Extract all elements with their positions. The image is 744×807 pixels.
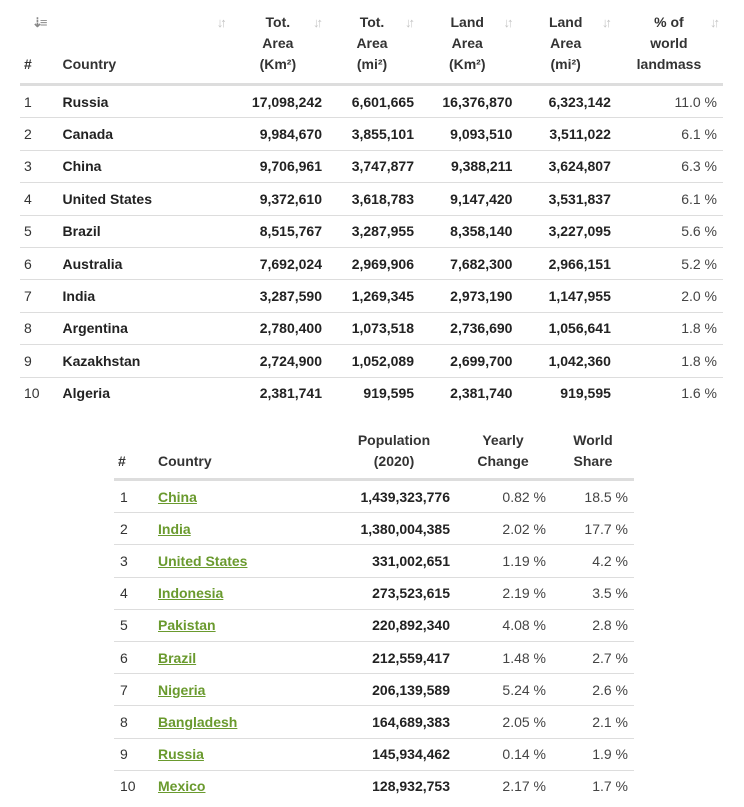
country-link[interactable]: Brazil <box>154 641 334 673</box>
population-cell: 220,892,340 <box>334 609 454 641</box>
land-area-km-cell: 9,388,211 <box>418 150 516 182</box>
country-link[interactable]: China <box>154 480 334 513</box>
table-row <box>20 377 723 409</box>
land-area-mi-cell: 919,595 <box>560 385 611 402</box>
pop-rank-cell: 4 <box>114 577 154 609</box>
yearly-change-cell: 0.14 % <box>454 738 552 770</box>
population-cell: 1,439,323,776 <box>334 480 454 513</box>
world-share-cell: 18.5 % <box>552 480 634 513</box>
country-cell: Argentina <box>59 312 230 344</box>
land-area-mi-cell: 2,966,151 <box>516 247 614 279</box>
table-row <box>114 480 634 513</box>
rank-cell: 9 <box>20 345 59 377</box>
sort-arrows-icon[interactable]: ↓↑ <box>710 15 717 30</box>
country-link[interactable]: Bangladesh <box>154 706 334 738</box>
pop-rank-header: # <box>114 430 154 480</box>
total-area-mi-cell: 1,052,089 <box>326 345 418 377</box>
yearly-change-cell: 0.82 % <box>454 480 552 513</box>
land-area-km-cell: 8,358,140 <box>418 215 516 247</box>
table-row <box>114 641 634 673</box>
pop-rank-cell: 9 <box>114 738 154 770</box>
area-header-row <box>20 8 723 85</box>
yearly-change-cell: 4.08 % <box>454 609 552 641</box>
total-area-mi-cell: 1,269,345 <box>326 280 418 312</box>
total-area-mi-cell: 2,969,906 <box>326 247 418 279</box>
world-share-cell: 1.7 % <box>592 778 628 795</box>
sort-arrows-icon[interactable]: ↓↑ <box>313 15 320 30</box>
total-area-mi-cell: 3,287,955 <box>326 215 418 247</box>
rank-cell: 1 <box>20 85 59 118</box>
country-link[interactable]: Pakistan <box>154 609 334 641</box>
world-share-cell: 2.8 % <box>552 609 634 641</box>
land-area-km-cell: 9,093,510 <box>418 118 516 150</box>
table-row <box>114 674 634 706</box>
area-table <box>20 8 723 409</box>
table-row <box>114 545 634 577</box>
land-area-km-cell: 7,682,300 <box>418 247 516 279</box>
world-share-cell: 3.5 % <box>552 577 634 609</box>
land-area-mi-cell: 1,147,955 <box>516 280 614 312</box>
table-row <box>114 513 634 545</box>
land-area-mi-cell: 3,227,095 <box>516 215 614 247</box>
total-area-km-cell: 9,706,961 <box>230 150 326 182</box>
population-header: Population (2020) <box>334 430 454 480</box>
population-cell: 145,934,462 <box>334 738 454 770</box>
world-share-header: World Share <box>552 430 634 480</box>
land-area-km-cell: 2,381,740 <box>450 385 513 402</box>
land-area-mi-cell: 3,511,022 <box>516 118 614 150</box>
country-link[interactable]: United States <box>154 545 334 577</box>
rank-cell: 6 <box>20 247 59 279</box>
yearly-change-cell: 2.17 % <box>502 778 546 795</box>
country-cell: India <box>59 280 230 312</box>
world-landmass-cell: 1.8 % <box>615 345 723 377</box>
yearly-change-cell: 1.19 % <box>454 545 552 577</box>
population-cell: 164,689,383 <box>334 706 454 738</box>
country-link[interactable]: India <box>154 513 334 545</box>
yearly-change-header: Yearly Change <box>454 430 552 480</box>
world-share-cell: 17.7 % <box>552 513 634 545</box>
population-cell: 331,002,651 <box>334 545 454 577</box>
table-row <box>114 738 634 770</box>
population-cell: 1,380,004,385 <box>334 513 454 545</box>
land-area-mi-cell: 6,323,142 <box>516 85 614 118</box>
world-landmass-cell: 1.8 % <box>615 312 723 344</box>
total-area-mi-cell: 6,601,665 <box>326 85 418 118</box>
country-cell: China <box>59 150 230 182</box>
total-area-km-cell: 2,724,900 <box>230 345 326 377</box>
table-row <box>114 609 634 641</box>
country-cell: Algeria <box>62 385 110 402</box>
world-landmass-cell: 5.2 % <box>615 247 723 279</box>
table-row <box>114 706 634 738</box>
total-area-km-cell: 2,381,741 <box>259 385 322 402</box>
table-row <box>20 280 723 312</box>
country-cell: Kazakhstan <box>59 345 230 377</box>
table-row <box>20 345 723 377</box>
world-landmass-cell: 6.1 % <box>615 183 723 215</box>
sort-arrows-icon[interactable]: ↓↑ <box>216 15 224 30</box>
world-landmass-cell: 11.0 % <box>615 85 723 118</box>
yearly-change-cell: 5.24 % <box>454 674 552 706</box>
rank-cell: 10 <box>24 385 40 402</box>
country-cell: Canada <box>59 118 230 150</box>
population-table <box>114 430 634 802</box>
total-area-mi-cell: 3,747,877 <box>326 150 418 182</box>
land-area-km-header[interactable]: ↓↑ Land Area (Km²) <box>418 8 516 85</box>
world-landmass-cell: 6.3 % <box>615 150 723 182</box>
land-area-mi-cell: 3,531,837 <box>516 183 614 215</box>
total-area-mi-cell: 3,618,783 <box>326 183 418 215</box>
pop-rank-cell: 6 <box>114 641 154 673</box>
total-area-mi-header[interactable]: ↓↑ Tot. Area (mi²) <box>326 8 418 85</box>
total-area-km-cell: 2,780,400 <box>230 312 326 344</box>
land-area-km-cell: 2,736,690 <box>418 312 516 344</box>
country-link[interactable]: Nigeria <box>154 674 334 706</box>
rank-cell: 3 <box>20 150 59 182</box>
total-area-mi-cell: 919,595 <box>363 385 415 402</box>
world-landmass-cell: 1.6 % <box>681 385 717 402</box>
sort-arrows-icon[interactable]: ↓↑ <box>405 15 413 30</box>
sort-arrows-icon[interactable]: ↓↑ <box>503 15 511 30</box>
table-row <box>20 118 723 150</box>
land-area-km-cell: 2,973,190 <box>418 280 516 312</box>
rank-cell: 7 <box>20 280 59 312</box>
total-area-mi-cell: 3,855,101 <box>326 118 418 150</box>
total-area-km-cell: 7,692,024 <box>230 247 326 279</box>
table-row <box>20 247 723 279</box>
land-area-mi-cell: 1,042,360 <box>516 345 614 377</box>
world-share-cell: 1.9 % <box>552 738 634 770</box>
total-area-km-cell: 9,984,670 <box>230 118 326 150</box>
country-link[interactable]: Mexico <box>158 778 206 795</box>
land-area-km-cell: 2,699,700 <box>418 345 516 377</box>
total-area-km-cell: 17,098,242 <box>230 85 326 118</box>
rank-cell: 2 <box>20 118 59 150</box>
total-area-mi-cell: 1,073,518 <box>326 312 418 344</box>
land-area-mi-header[interactable]: ↓↑ Land Area (mi²) <box>516 8 614 85</box>
pop-rank-cell: 3 <box>114 545 154 577</box>
country-link[interactable]: Indonesia <box>154 577 334 609</box>
total-area-km-cell: 3,287,590 <box>230 280 326 312</box>
world-share-cell: 4.2 % <box>552 545 634 577</box>
pop-rank-cell: 7 <box>114 674 154 706</box>
world-share-cell: 2.7 % <box>552 641 634 673</box>
world-landmass-cell: 5.6 % <box>615 215 723 247</box>
country-cell: Australia <box>59 247 230 279</box>
yearly-change-cell: 2.05 % <box>454 706 552 738</box>
table-row <box>20 312 723 344</box>
rank-header[interactable]: ⇣≡ # <box>20 8 59 85</box>
land-area-mi-cell: 1,056,641 <box>516 312 614 344</box>
table-row <box>20 85 723 118</box>
table-row <box>20 215 723 247</box>
table-row <box>20 183 723 215</box>
total-area-km-header[interactable]: ↓↑ Tot. Area (Km²) <box>230 8 326 85</box>
country-cell: Russia <box>59 85 230 118</box>
yearly-change-cell: 2.19 % <box>454 577 552 609</box>
yearly-change-cell: 2.02 % <box>454 513 552 545</box>
total-area-km-cell: 8,515,767 <box>230 215 326 247</box>
world-landmass-cell: 6.1 % <box>615 118 723 150</box>
land-area-km-cell: 16,376,870 <box>418 85 516 118</box>
land-area-mi-cell: 3,624,807 <box>516 150 614 182</box>
yearly-change-cell: 1.48 % <box>454 641 552 673</box>
world-landmass-header[interactable]: ↓↑ % of world landmass <box>615 8 723 85</box>
pop-country-header: Country <box>154 430 334 480</box>
population-cell: 128,932,753 <box>372 778 450 795</box>
pop-rank-cell: 8 <box>114 706 154 738</box>
rank-cell: 5 <box>20 215 59 247</box>
population-cell: 273,523,615 <box>334 577 454 609</box>
pop-rank-cell: 1 <box>114 480 154 513</box>
table-row <box>114 770 634 802</box>
country-link[interactable]: Russia <box>154 738 334 770</box>
pop-rank-cell: 5 <box>114 609 154 641</box>
pop-rank-cell: 10 <box>120 778 136 795</box>
sort-arrows-icon[interactable]: ↓↑ <box>601 15 609 30</box>
population-header-row <box>114 430 634 480</box>
table-row <box>114 577 634 609</box>
world-landmass-cell: 2.0 % <box>615 280 723 312</box>
rank-cell: 8 <box>20 312 59 344</box>
world-share-cell: 2.6 % <box>552 674 634 706</box>
rank-cell: 4 <box>20 183 59 215</box>
land-area-km-cell: 9,147,420 <box>418 183 516 215</box>
country-header[interactable]: ↓↑ Country <box>59 8 230 85</box>
population-cell: 212,559,417 <box>334 641 454 673</box>
table-row <box>20 150 723 182</box>
country-cell: Brazil <box>59 215 230 247</box>
world-share-cell: 2.1 % <box>552 706 634 738</box>
sort-desc-icon[interactable]: ⇣≡ <box>32 15 45 30</box>
pop-rank-cell: 2 <box>114 513 154 545</box>
population-cell: 206,139,589 <box>334 674 454 706</box>
country-cell: United States <box>59 183 230 215</box>
total-area-km-cell: 9,372,610 <box>230 183 326 215</box>
